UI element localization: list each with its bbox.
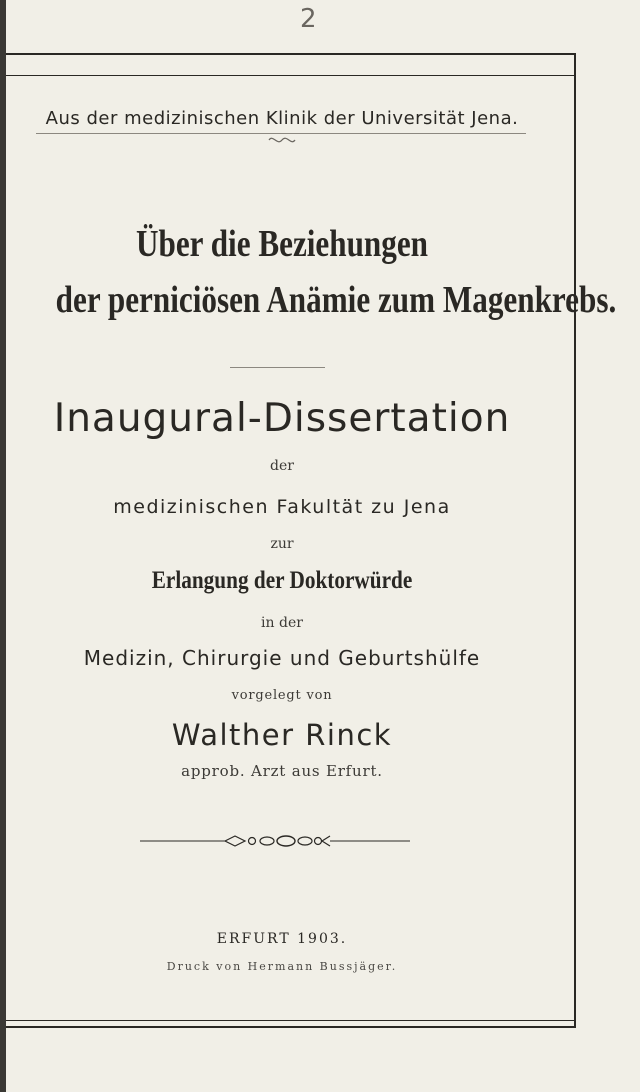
small-flourish-icon [6,134,558,149]
institution-line: Aus der medizinischen Klinik der Universität Jena. [45,108,519,129]
text-in-der: in der [261,615,303,631]
title-separator [230,367,325,368]
faculty-line: medizinischen Fakultät zu Jena [113,496,451,518]
page-number-mark: 2 [300,4,317,34]
bottom-inner-rule [6,1020,576,1021]
text-zur: zur [270,536,294,552]
decorative-rule-icon [140,834,410,848]
purpose-line: Erlangung der Doktorwürde [151,567,413,594]
printer-line: Druck von Hermann Bussjäger. [166,960,398,973]
top-inner-rule [6,75,576,76]
text-der: der [270,458,294,474]
author-name: Walther Rinck [171,718,393,752]
presented-by-line: vorgelegt von [231,688,333,703]
place-year: ERFURT 1903. [216,931,348,947]
title-line-2: der perniciösen Anämie zum Magenkrebs. [55,279,617,321]
dissertation-heading: Inaugural-Dissertation [53,396,511,441]
title-line-1: Über die Beziehungen [136,223,428,265]
author-detail: approb. Arzt aus Erfurt. [181,762,383,780]
fields-line: Medizin, Chirurgie und Geburtshülfe [83,646,481,670]
